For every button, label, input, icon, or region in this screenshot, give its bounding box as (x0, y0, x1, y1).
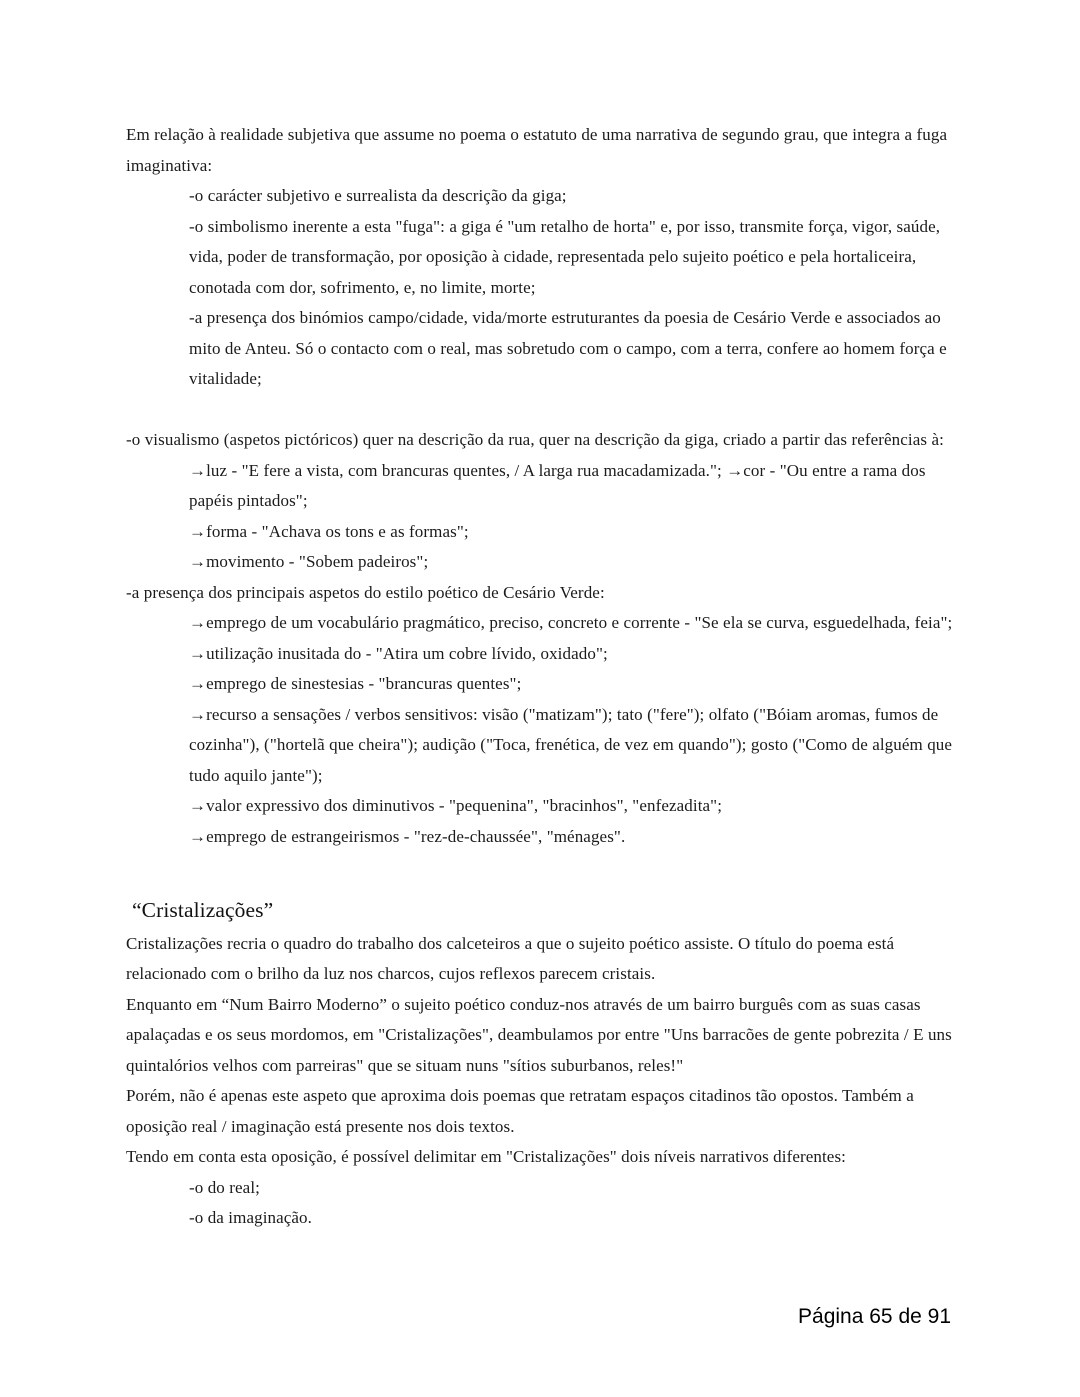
list-item: →forma - "Achava os tons e as formas"; (189, 521, 469, 541)
paragraph: Cristalizações recria o quadro do trabalho dos calceteiros a que o sujeito poético assiste. O título do poema está relacionado com o brilho da luz nos charcos, cujos reflexos parecem cristais. (126, 933, 895, 983)
section-heading: “Cristalizações” (132, 897, 274, 922)
list-item: →recurso a sensações / verbos sensitivos: visão ("matizam"); tato ("fere"); olfato ("Bóiam aromas, fumos de cozinha"), ("hortelã que cheira"); audição ("Toca, frenética, de vez em quando"); gosto ("Como de alguém que tudo aquilo jante"); (189, 704, 953, 785)
document-content (126, 120, 956, 1234)
paragraph: Em relação à realidade subjetiva que assume no poema o estatuto de uma narrativa de segundo grau, que integra a fuga imaginativa: (126, 125, 948, 175)
page-number: Página 65 de 91 (798, 1305, 951, 1328)
list-item: →luz - "E fere a vista, com brancuras quentes, / A larga rua macadamizada."; →cor - "Ou entre a rama dos papéis pintados"; (189, 460, 926, 510)
blank-line (126, 395, 956, 426)
list-item: →emprego de estrangeirismos - "rez-de-chaussée", "ménages". (189, 826, 626, 846)
list-item: -a presença dos binómios campo/cidade, vida/morte estruturantes da poesia de Cesário Verde e associados ao mito de Anteu. Só o contacto com o real, mas sobretudo com o campo, com a terra, confere ao homem força e vitalidade; (189, 308, 947, 388)
list-item: →utilização inusitada do - "Atira um cobre lívido, oxidado"; (189, 643, 608, 663)
paragraph: -a presença dos principais aspetos do estilo poético de Cesário Verde: (126, 582, 605, 602)
list-item: -o simbolismo inerente a esta "fuga": a giga é "um retalho de horta" e, por isso, transmite força, vigor, saúde, vida, poder de transformação, por oposição à cidade, representada pelo sujeito poético e pela hortaliceira, conotada com dor, sofrimento, e, no limite, morte; (189, 216, 941, 297)
list-item: -o do real; (189, 1177, 260, 1197)
paragraph: Porém, não é apenas este aspeto que aproxima dois poemas que retratam espaços citadinos tão opostos. Também a oposição real / imaginação está presente nos dois textos. (126, 1086, 914, 1136)
list-item: →emprego de um vocabulário pragmático, preciso, concreto e corrente - "Se ela se curva, esguedelhada, feia"; (189, 613, 953, 632)
list-item: →valor expressivo dos diminutivos - "pequenina", "bracinhos", "enfezadita"; (189, 796, 723, 815)
list-item: -o da imaginação. (189, 1208, 313, 1227)
paragraph: Tendo em conta esta oposição, é possível delimitar em "Cristalizações" dois níveis narrativos diferentes: (126, 1147, 846, 1166)
list-item: →movimento - "Sobem padeiros"; (189, 552, 429, 571)
list-item: →emprego de sinestesias - "brancuras quentes"; (189, 674, 522, 693)
list-item: -o carácter subjetivo e surrealista da descrição da giga; (189, 186, 567, 205)
paragraph: Enquanto em “Num Bairro Moderno” o sujeito poético conduz-nos através de um bairro burguês com as suas casas apalaçadas e os seus mordomos, em "Cristalizações", deambulamos por entre "Uns barracões de gente pobrezita / E uns quintalórios velhos com parreiras" que se situam nuns "sítios suburbanos, reles!" (126, 994, 952, 1075)
blank-line (126, 852, 956, 883)
paragraph: -o visualismo (aspetos pictóricos) quer na descrição da rua, quer na descrição da giga, criado a partir das referências à: (126, 430, 944, 449)
